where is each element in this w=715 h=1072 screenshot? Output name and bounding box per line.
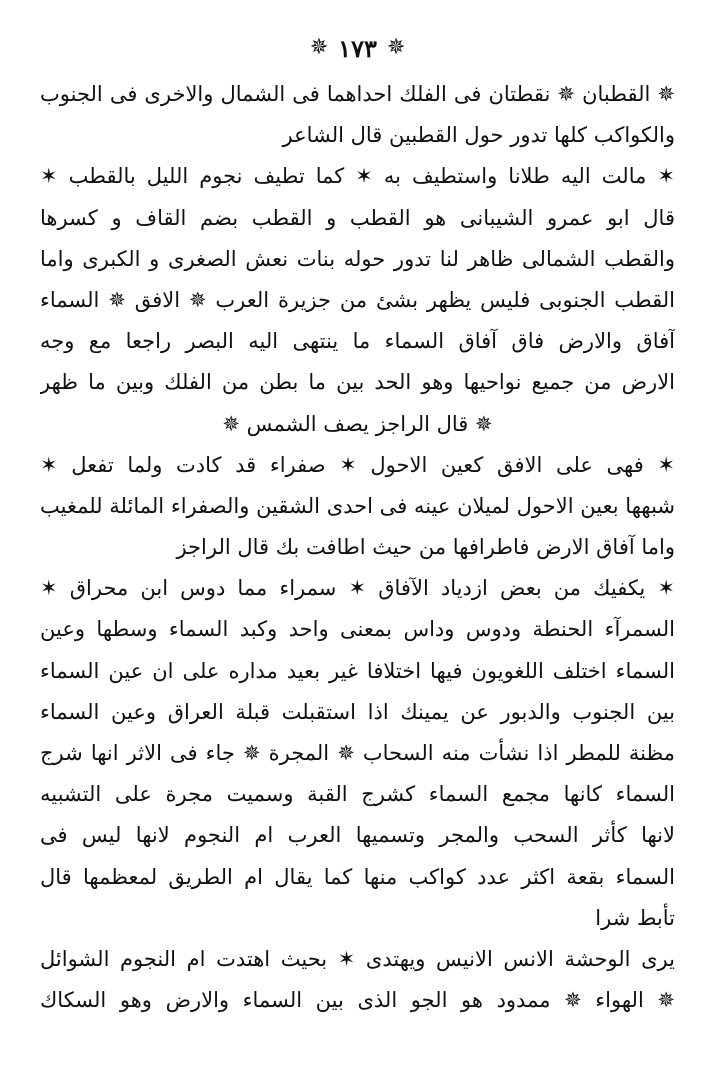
text-line: لانها کأثر السحب والمجر وتسمیها العرب ام النجوم لانها لیس فی	[40, 823, 675, 848]
verse-line: ✶ مالت الیه طلانا واستطیف به ✶ کما تطیف نجوم اللیل بالقطب ✶	[40, 164, 675, 189]
verse-line: یری الوحشة الانس الانیس ویهتدی ✶ بحیث اهتدت ام النجوم الشوائل	[40, 946, 675, 971]
verse-line: ✶ یکفیك من بعض ازدیاد الآفاق ✶ سمراء مما دوس ابن محراق ✶	[40, 576, 675, 601]
text-line: واما آفاق الارض فاطرافها من حیث اطافت بك قال الراجز	[176, 535, 675, 560]
text-line: قال ابو عمرو الشیبانی هو القطب و القطب بضم القاف و کسرها	[40, 205, 675, 230]
text-line: تأبط شرا	[595, 905, 675, 930]
ornament-icon: ✵	[309, 35, 329, 60]
ornament-icon: ✵	[386, 35, 406, 60]
text-line: مظنة للمطر اذا نشأت منه السحاب ✵ المجرة ✵ جاء فی الاثر انها شرج	[40, 741, 675, 765]
section-heading: ✵ قال الراجز یصف الشمس ✵	[222, 411, 493, 436]
text-line: الارض من جمیع نواحیها وهو الحد بین ما بطن من الفلك وبین ما ظهر	[40, 370, 675, 395]
text-line: شبهها بعین الاحول لمیلان عینه فی احدی الشقین والصفراء المائلة للمغیب	[40, 493, 675, 518]
verse-line: ✶ فهی علی الافق کعین الاحول ✶ صفراء قد کادت ولما تفعل ✶	[40, 452, 675, 477]
text-line: ✵ القطبان ✵ نقطتان فی الفلك احداهما فی الشمال والاخری فی الجنوب	[40, 82, 675, 106]
text-line: آفاق والارض فاق آفاق السماء ما ینتهی الیه البصر راجعا مع وجه	[40, 329, 675, 354]
page-number: ١٧٣	[338, 33, 377, 63]
text-line: والکواکب کلها تدور حول القطبین قال الشاعر	[282, 123, 675, 148]
page-header	[40, 28, 675, 68]
text-line: السمرآء الحنطة ودوس وداس بمعنی واحد وکبد السماء وسطها وعین	[40, 617, 675, 642]
text-line: القطب الجنوبی فلیس یظهر بشئ من جزیرة العرب ✵ الافق ✵ السماء	[40, 287, 675, 312]
text-line: بین الجنوب والدبور عن یمینك اذا استقبلت قبلة العراق وعین السماء	[40, 699, 675, 724]
text-line: والقطب الشمالی ظاهر لنا تدور حوله بنات نعش الصغری و الکبری واما	[40, 246, 675, 271]
text-line: السماء کانها مجمع السماء کشرج القبة وسمیت مجرة علی التشبیه	[40, 782, 675, 807]
text-line: ✵ الهواء ✵ ممدود هو الجو الذی بین السماء والارض وهو السکاك	[40, 988, 675, 1013]
page-body	[40, 74, 675, 1021]
text-line: السماء بقعة اکثر عدد کواکب منها کما یقال ام الطریق لمعظمها قال	[40, 864, 675, 889]
text-line: السماء اختلف اللغویون فیها اختلافا غیر بعید مداره علی ان عین السماء	[40, 658, 675, 683]
